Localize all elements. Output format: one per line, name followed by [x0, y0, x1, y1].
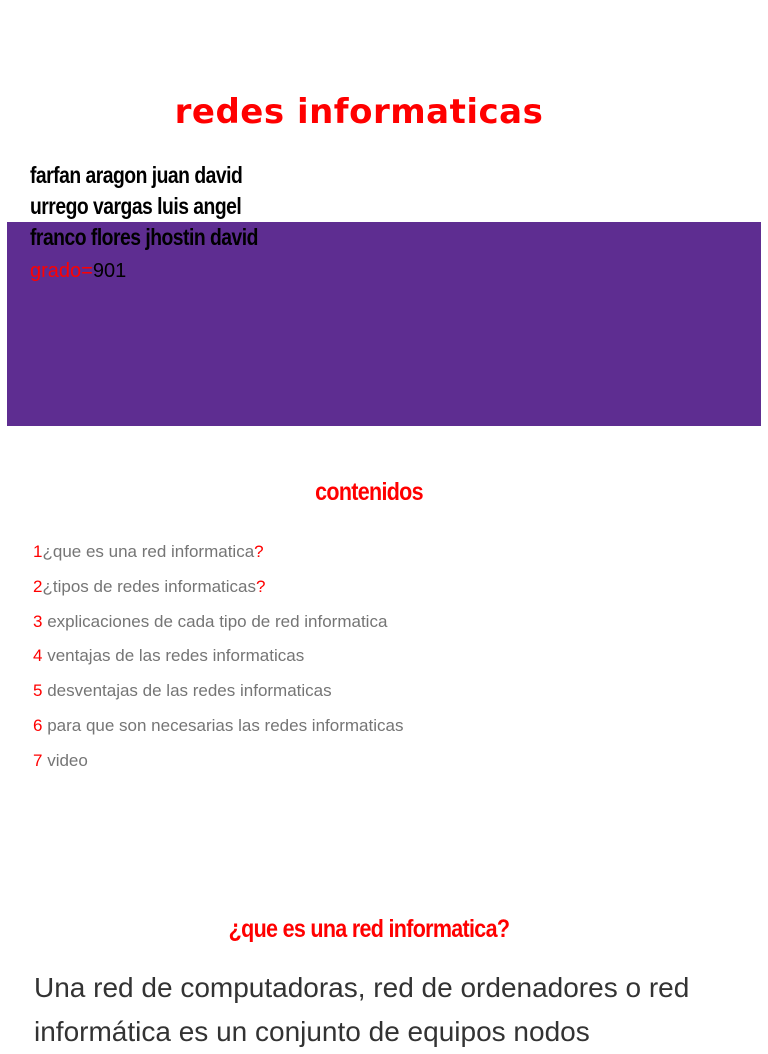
item-text: tipos de redes informaticas [52, 576, 257, 596]
section-body-text: Una red de computadoras, red de ordenadores o red informática es un conjunto de equipos nodos [34, 972, 690, 1047]
item-prefix: ¿ [42, 542, 53, 561]
contents-item [33, 605, 403, 640]
contents-item [33, 709, 403, 744]
author-name: franco flores jhostin david [30, 224, 258, 250]
contents-item [33, 535, 403, 570]
item-suffix: ? [254, 542, 264, 561]
grade-label: grado= [30, 260, 93, 282]
item-text: para que son necesarias las redes informaticas [47, 715, 404, 735]
contents-link-6[interactable] [42, 716, 403, 735]
item-number: 1 [33, 542, 43, 561]
contents-link-2[interactable] [42, 577, 256, 596]
item-number: 6 [33, 715, 43, 735]
author-name: urrego vargas luis angel [30, 193, 242, 219]
item-number: 5 [33, 681, 43, 701]
grade-value: 901 [92, 260, 127, 282]
contents-link-1[interactable] [42, 542, 254, 561]
item-text: desventajas de las redes informaticas [47, 681, 332, 701]
item-number: 3 [33, 611, 43, 631]
contents-link-3[interactable] [42, 612, 387, 631]
item-text: que es una red informatica [52, 542, 255, 561]
section-heading-what-is: ¿que es una red informatica? [228, 915, 510, 943]
item-prefix: ¿ [42, 576, 53, 596]
contents-item [33, 570, 403, 605]
contents-list [33, 535, 403, 779]
item-number: 2 [33, 576, 43, 596]
contents-link-4[interactable] [42, 646, 304, 665]
item-text: ventajas de las redes informaticas [47, 646, 305, 666]
contents-link-7[interactable] [42, 751, 87, 770]
item-number: 4 [33, 646, 43, 666]
author-name: farfan aragon juan david [30, 162, 243, 188]
item-number: 7 [33, 750, 43, 770]
site-title: redes informaticas [174, 92, 544, 132]
item-text: explicaciones de cada tipo de red informatica [47, 611, 388, 631]
contents-item [33, 639, 403, 674]
grade-line [30, 257, 126, 285]
contents-item [33, 744, 403, 779]
item-suffix: ? [256, 576, 266, 596]
contents-link-5[interactable] [42, 681, 331, 700]
contents-heading: contenidos [315, 478, 423, 506]
item-text: video [47, 750, 88, 770]
author-list [30, 160, 301, 253]
contents-item [33, 674, 403, 709]
